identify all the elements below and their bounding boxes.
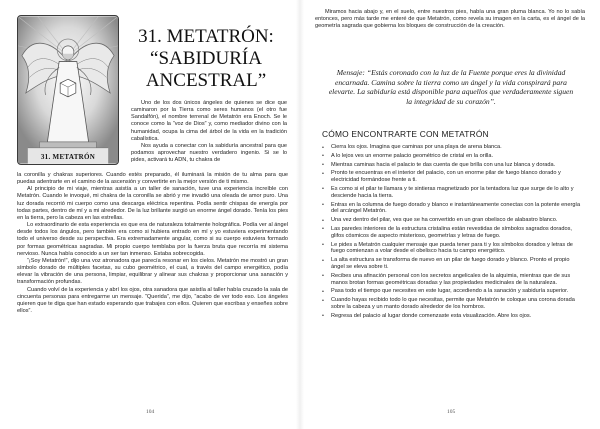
list-item [322, 153, 584, 160]
list-item [322, 288, 584, 295]
angel-illustration [18, 16, 118, 164]
list-item [322, 170, 584, 184]
title-line-3: ANCESTRAL” [145, 70, 267, 91]
intro-text [315, 9, 585, 30]
step-text: Cuando hayas recibido todo lo que necesitas, permite que Metatrón te coloque una corona dorada sobre la cabeza y un manto dorado alrededor de los hombros. [331, 297, 575, 310]
title-line-2: “SABIDURÍA [150, 48, 262, 69]
bullet-icon: • [322, 170, 324, 177]
bullet-icon: • [322, 273, 324, 280]
list-item [322, 242, 584, 256]
list-item [322, 226, 584, 240]
list-item [322, 186, 584, 200]
right-page [300, 0, 600, 429]
page-number: 105 [447, 409, 456, 415]
paragraph: “¡Soy Metatrón!”, dijo una voz atronadora que parecía resonar en los cielos. Metatrón me mostró un gran símbolo dorado de múltiples facetas, su cubo geométrico, el cual, a través del campo energético, podía elevar la vibración de una persona, limpiar, equilibrar y alinear sus chakras y proporcionar una sanación y transformación profundas. [17, 257, 288, 286]
bullet-icon: • [322, 153, 324, 160]
step-text: Le pides a Metatrón cualquier mensaje que pueda tener para ti y los símbolos dorados y letras de fuego comienzan a volar desde el obelisco hacia tu campo energético. [331, 241, 573, 255]
title-line-1: 31. METATRÓN: [138, 26, 274, 47]
step-text: Regresa del palacio al lugar donde comenzaste esta visualización. Abre los ojos. [331, 312, 532, 319]
bullet-icon: • [322, 226, 324, 233]
list-item [322, 257, 584, 271]
step-text: A lo lejos ves un enorme palacio geométrico de cristal en la orilla. [331, 152, 493, 159]
paragraph: Cuando volví de la experiencia y abrí los ojos, otra sanadora que asistía al taller había cruzado la sala de cincuenta personas para entregarme un mensaje. “Querida”, me dijo, “acabo de ver todo eso. Los ángeles quieren que te diga que han estado esperando que trabajes con ellos. Quieren que escribas y enseñes sobre ellos”. [17, 286, 288, 314]
step-text: Pasa todo el tiempo que necesites en este lugar, accediendo a la sanación y sabiduría superior. [331, 288, 569, 295]
bullet-icon: • [322, 186, 324, 193]
paragraph: la coronilla y chakras superiores. Cuando estés preparado, él iluminará la misión de tu alma para que puedas adentrarte en el camino de la ascensión y convertirte en la mejor versión de ti mismo. [17, 172, 288, 186]
list-item [322, 313, 584, 320]
chapter-title [126, 26, 286, 92]
list-item [322, 162, 584, 169]
section-heading: CÓMO ENCONTRARTE CON METATRÓN [322, 129, 489, 139]
step-text: Cierra los ojos. Imagina que caminas por una playa de arena blanca. [331, 144, 502, 150]
list-item [322, 144, 584, 151]
intro-text [131, 100, 287, 164]
paragraph: Al principio de mi viaje, mientras asistía a un taller de sanación, tuve una experiencia increíble con Metatrón. Cuando le invoqué, mi chakra de la coronilla se abrió y me invadió una oleada de amor puro. Una luz dorada recorrió mi cuerpo como una descarga eléctrica repentina. Podía sentir chispas de energía por todas partes, dentro de mí y a mi alrededor. De la luz brillante surgió un enorme ángel dorado. Tenía los pies en la tierra, pero la cabeza en las estrellas. [17, 186, 288, 221]
step-text: Las paredes interiores de la estructura cristalina están revestidas de símbolos sagrados dorados, glifos cósmicos de aspecto misterioso, geometrías y letras de fuego. [331, 225, 572, 239]
step-text: Una vez dentro del pilar, ves que se ha convertido en un gran obelisco de alabastro blanco. [331, 217, 558, 224]
bullet-icon: • [322, 217, 324, 224]
bullet-icon: • [322, 313, 324, 320]
message-quote: Mensaje: “Estás coronado con la luz de la Fuente porque eres la divinidad encarnada. Camina sobre la tierra como un ángel y la vida conspirará para elevarte. La sabiduría está disponible para aquellos que verdaderamente siguen la integridad de su corazón”. [328, 68, 574, 106]
step-text: La alta estructura se transforma de nuevo en un pilar de fuego dorado y blanco. Pronto el propio ángel se eleva sobre ti. [331, 257, 570, 270]
paragraph: Lo extraordinario de esta experiencia es que era de naturaleza totalmente holográfica. Podía ver al ángel desde todos los ángulos, pero también era como si hubiera entrado en mí y yo estuviera experimentando todo el universo desde su perspectiva. Era extremadamente angular, como si su cuerpo estuviera formado por formas geométricas sagradas. Mi propio cuerpo temblaba por la fuerza bruta que recorría mi sistema nervioso. Nunca había conocido a un ser tan inmenso. Estaba sobrecogida. [17, 222, 288, 257]
bullet-icon: • [322, 257, 324, 264]
paragraph: Nos ayuda a conectar con la sabiduría ancestral para que podamos aprovechar nuestro verdadero ingenio. Si se lo pides, activará tu ADN, tu chakra de [131, 142, 287, 164]
steps-list [322, 144, 584, 322]
step-text: Entras en la columna de fuego dorado y blanco e instantáneamente conectas con la potente energía del arcángel Metatrón. [331, 201, 581, 215]
metatron-card-illustration [17, 15, 119, 165]
step-text: Mientras caminas hacia el palacio te das cuenta de que brilla con una luz blanca y dorada. [331, 161, 556, 168]
bullet-icon: • [322, 162, 324, 169]
bullet-icon: • [322, 288, 324, 295]
list-item [322, 297, 584, 311]
page-number: 104 [146, 409, 155, 415]
bullet-icon: • [322, 242, 324, 249]
paragraph: Miramos hacia abajo y, en el suelo, entre nuestros pies, había una gran pluma blanca. Yo no lo sabía entonces, pero más tarde me enteré de que Metatrón, como revela su imagen en la carta, es el ángel de la geometría sagrada que gobierna los bloques de construcción de la creación. [315, 9, 585, 30]
card-label: 31. METATRÓN [40, 153, 96, 161]
step-text: Es como si el pilar te llamara y te sintieras magnetizado por la tentadora luz que surge de lo alto y desciende hacia la tierra. [331, 185, 574, 199]
bullet-icon: • [322, 202, 324, 209]
paragraph: Uno de los dos únicos ángeles de quienes se dice que caminaron por la Tierra como seres humanos (el otro fue Sandalfón), el nombre terrenal de Metatrón era Enoch. Se le conoce como la “voz de Dios” y, como mediador divino con la humanidad, ocupa la cima del árbol de la vida en la tradición cabalística. [131, 100, 287, 142]
bullet-icon: • [322, 297, 324, 304]
step-text: Recibes una afinación personal con los secretos angelicales de la alquimia, mientras que de sus manos brotan formas geométricas doradas y las propiedades medicinales de la naturaleza. [331, 272, 571, 286]
list-item [322, 217, 584, 224]
list-item [322, 202, 584, 216]
step-text: Pronto te encuentras en el interior del palacio, con un enorme pilar de fuego blanco dorado y electricidad formándose frente a ti. [331, 170, 561, 184]
main-text [17, 172, 288, 315]
bullet-icon: • [322, 144, 324, 151]
list-item [322, 273, 584, 287]
